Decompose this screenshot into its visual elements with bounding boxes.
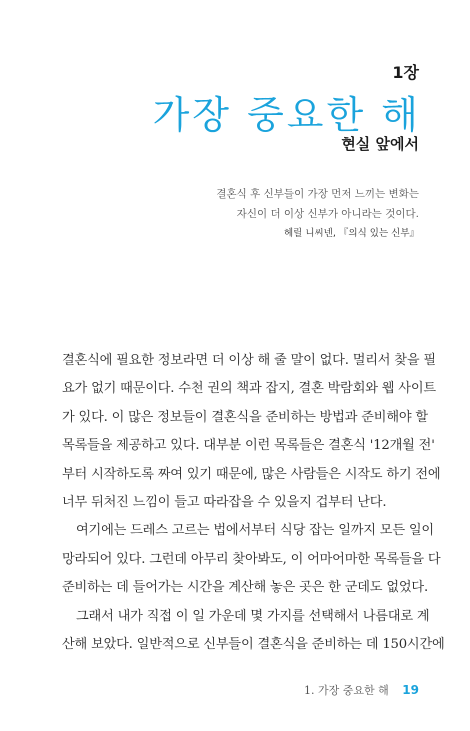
chapter-title: 가장 중요한 해 <box>152 93 421 137</box>
body-line: 여기에는 드레스 고르는 법에서부터 식당 잡는 일까지 모든 일이 <box>76 523 434 539</box>
body-line: 준비하는 데 들어가는 시간을 계산해 놓은 곳은 한 군데도 없었다. <box>62 580 428 596</box>
body-line: 결혼식에 필요한 정보라면 더 이상 해 줄 말이 없다. 멀리서 찾을 필 <box>62 353 436 368</box>
body-line: 그래서 내가 직접 이 일 가운데 몇 가지를 선택해서 나름대로 계 <box>76 608 430 624</box>
epigraph-line: 결혼식 후 신부들이 가장 먼저 느끼는 변화는 <box>216 188 419 200</box>
epigraph <box>216 184 419 244</box>
epigraph-line: 자신이 더 이상 신부가 아니라는 것이다. <box>236 208 419 220</box>
body-line: 망라되어 있다. 그런데 아무리 찾아봐도, 이 어마어마한 목록들을 다 <box>62 551 441 567</box>
chapter-subtitle: 현실 앞에서 <box>341 135 419 153</box>
body-line: 목록들을 제공하고 있다. 대부분 이런 목록들은 결혼식 '12개월 전' <box>62 438 435 454</box>
running-title: 1. 가장 중요한 해 <box>304 684 389 697</box>
epigraph-source: 헤릴 니씨넨, 『의식 있는 신부』 <box>283 228 419 239</box>
body-line: 산해 보았다. 일반적으로 신부들이 결혼식을 준비하는 데 150시간에 <box>62 636 445 652</box>
page-footer <box>304 682 419 698</box>
body-line: 부터 시작하도록 짜여 있기 때문에, 많은 사람들은 시작도 하기 전에 <box>62 466 441 482</box>
page-number: 19 <box>402 683 419 697</box>
body-line: 요가 없기 때문이다. 수천 권의 책과 잡지, 결혼 박람회와 웹 사이트 <box>62 381 436 397</box>
chapter-number: 1장 <box>392 63 419 82</box>
body-line: 너무 뒤처진 느낌이 들고 따라잡을 수 있을지 겁부터 난다. <box>62 494 387 510</box>
body-text <box>62 347 445 659</box>
body-line: 가 있다. 이 많은 정보들이 결혼식을 준비하는 방법과 준비해야 할 <box>62 409 428 425</box>
